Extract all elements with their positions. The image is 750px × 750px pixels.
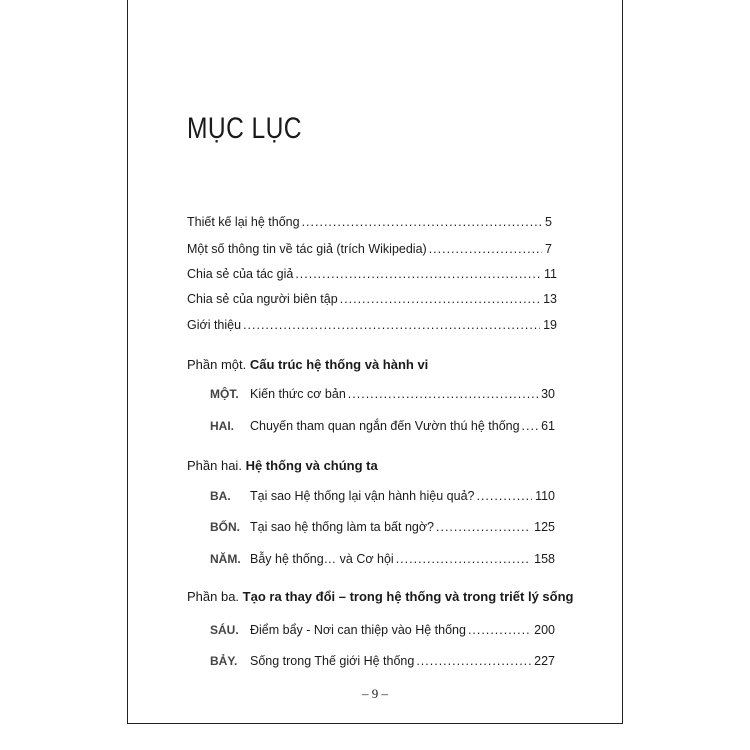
toc-entry-page: 13 [543,292,557,306]
chapter-text: Chuyến tham quan ngắn đến Vườn thú hệ thống [250,419,520,433]
chapter-text: Tại sao Hệ thống lại vận hành hiệu quả? [250,489,475,503]
chapter-label: SÁU. [210,623,239,637]
chapter-page: 227 [534,654,555,668]
chapter-text: Tại sao hệ thống làm ta bất ngờ? [250,520,435,534]
dot-leader [340,291,540,307]
toc-entry [187,266,557,282]
toc-entry [187,317,557,333]
chapter-page: 200 [534,623,555,637]
toc-entry-text: Thiết kế lại hệ thống [187,215,300,229]
part-title: Tạo ra thay đổi – trong hệ thống và trong triết lý sống [242,589,574,604]
chapter-page: 61 [541,419,555,433]
dot-leader [468,622,531,638]
dot-leader [396,551,531,567]
page-title: MỤC LỤC [187,112,302,145]
page-number: – 9 – [362,686,388,701]
dot-leader [429,241,542,257]
toc-entry-page: 7 [545,242,552,256]
part-title: Hệ thống và chúng ta [245,458,378,473]
chapter-page: 125 [534,520,555,534]
chapter-label: BẢY. [210,654,238,668]
chapter-text: Điểm bẩy - Nơi can thiệp vào Hệ thống [250,623,466,637]
toc-chapter [210,386,555,402]
chapter-page: 30 [541,387,555,401]
chapter-label: HAI. [210,419,234,433]
toc-entry-page: 11 [544,267,557,281]
toc-entry-text: Một số thông tin về tác giả (trích Wikipedia) [187,242,427,256]
book-page [127,0,623,724]
part-prefix: Phần ba. [187,589,240,604]
toc-entry-text: Chia sẻ của người biên tập [187,292,338,306]
dot-leader [295,266,541,282]
toc-chapter [210,551,555,567]
toc-chapter [210,418,555,434]
toc-chapter [210,653,555,669]
dot-leader [436,519,531,535]
dot-leader [302,214,542,230]
toc-entry [187,241,552,257]
toc-chapter [210,519,555,535]
chapter-label: NĂM. [210,552,241,566]
part-heading [187,589,573,604]
chapter-label: MỘT. [210,387,239,401]
part-prefix: Phần hai. [187,458,242,473]
toc-chapter [210,488,555,504]
part-heading [187,357,428,372]
toc-entry-page: 5 [545,215,552,229]
dot-leader [348,386,538,402]
toc-entry-text: Chia sẻ của tác giả [187,267,294,281]
toc-entry-page: 19 [543,318,557,332]
chapter-text: Bẫy hệ thống… và Cơ hội [250,552,394,566]
part-prefix: Phần một. [187,357,247,372]
dot-leader [522,418,539,434]
part-heading [187,458,378,473]
chapter-label: BA. [210,489,231,503]
toc-entry [187,214,552,230]
toc-entry-text: Giới thiệu [187,318,242,332]
toc-entry [187,291,557,307]
chapter-text: Kiến thức cơ bản [250,387,346,401]
dot-leader [416,653,531,669]
chapter-text: Sống trong Thế giới Hệ thống [250,654,415,668]
part-title: Cấu trúc hệ thống và hành vi [249,357,429,372]
toc-chapter [210,622,555,638]
chapter-page: 158 [534,552,555,566]
dot-leader [476,488,532,504]
chapter-label: BỐN. [210,520,240,534]
dot-leader [243,317,540,333]
chapter-page: 110 [535,489,555,503]
